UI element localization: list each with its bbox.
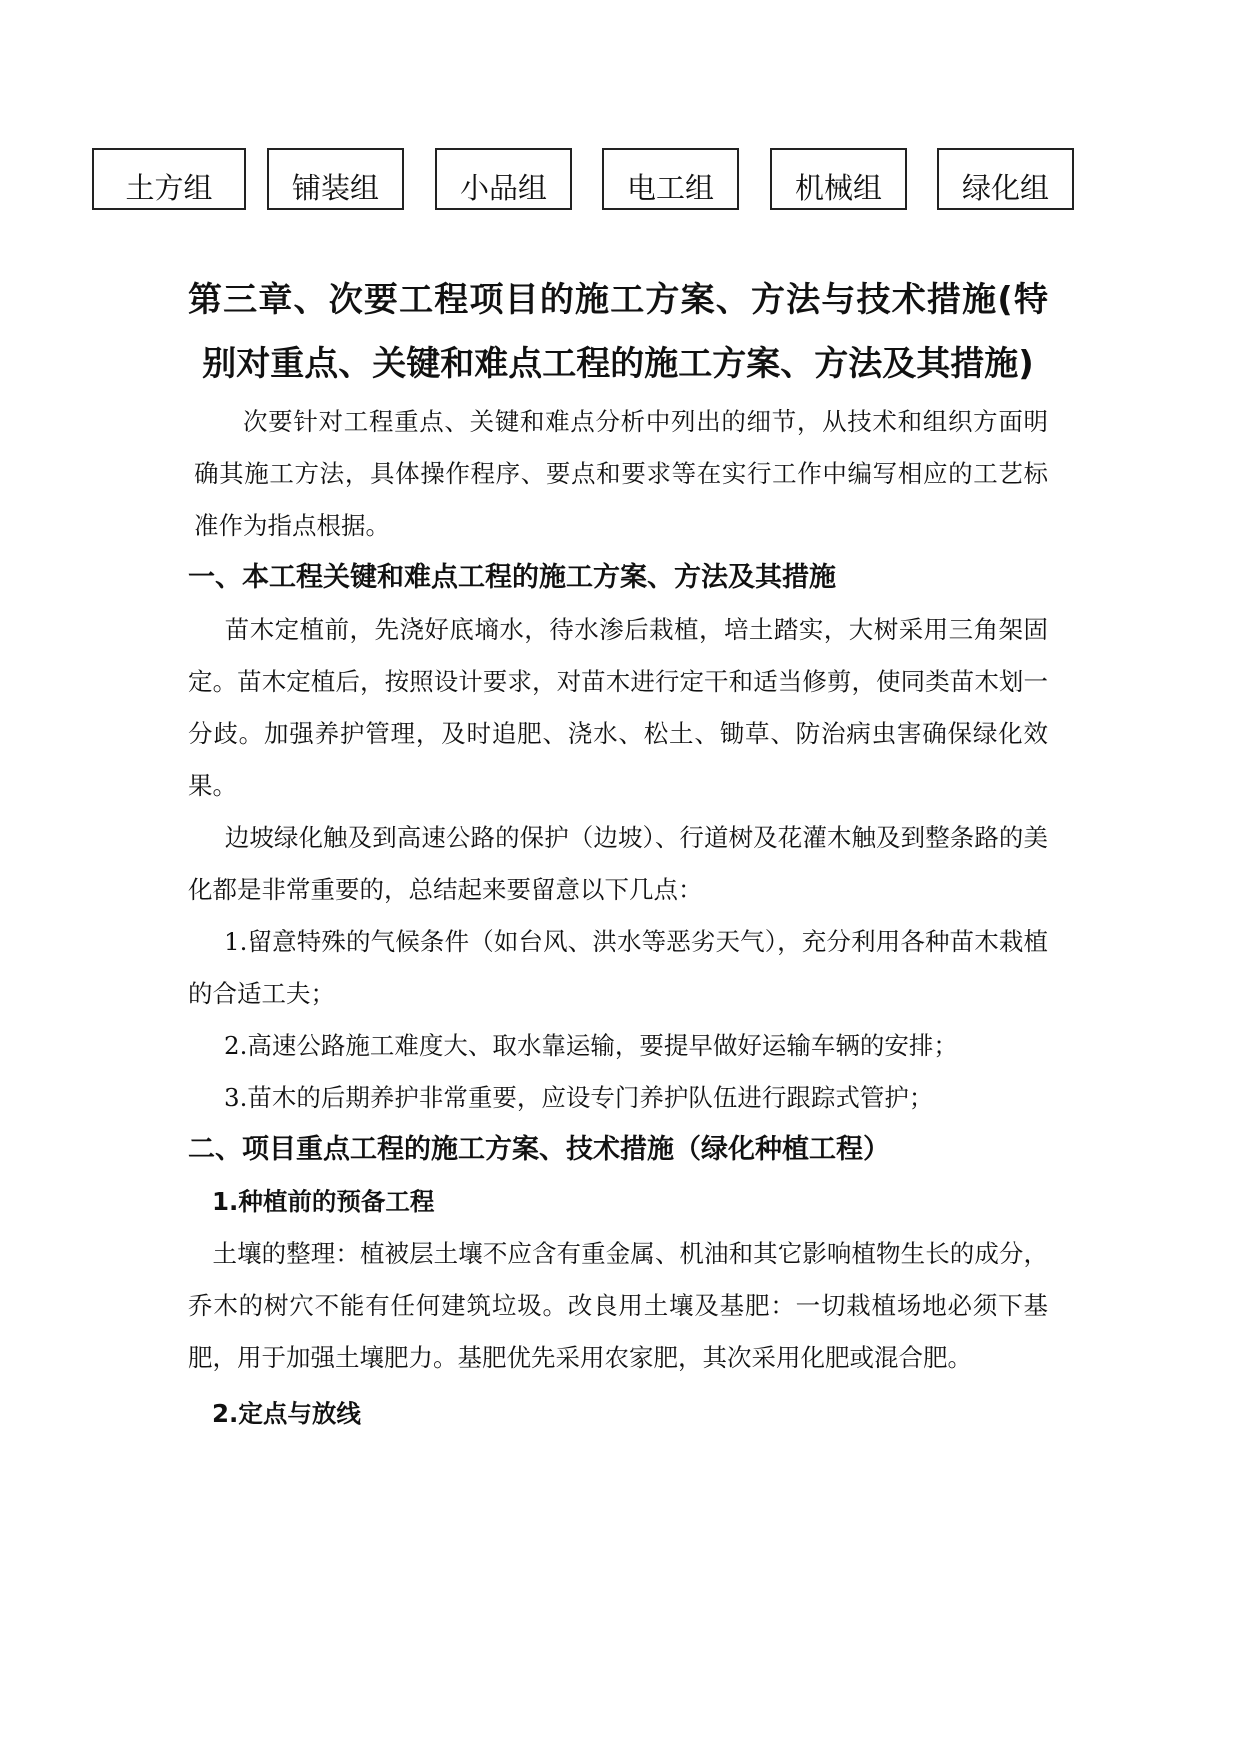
work-groups-row: [92, 148, 1202, 214]
group-box-earthwork: 土方组: [92, 148, 246, 210]
section1-list-item-2: 2.高速公路施工难度大、取水靠运输，要提早做好运输车辆的安排；: [224, 1031, 958, 1060]
group-box-features: 小品组: [435, 148, 572, 210]
section1-paragraph-1: 苗木定植前，先浇好底墒水，待水渗后栽植，培土踏实，大树采用三角架固定。苗木定植后，按照设计要求，对苗木进行定干和适当修剪，使同类苗木划一分歧。加强养护管理，及时追肥、浇水、松土、锄草、防治病虫害确保绿化效果。: [188, 615, 1048, 800]
section1-heading: 一、本工程关键和难点工程的施工方案、方法及其措施: [188, 562, 836, 593]
section1-list-item-3: 3.苗木的后期养护非常重要，应设专门养护队伍进行跟踪式管护；: [224, 1083, 934, 1112]
group-box-machinery: 机械组: [770, 148, 907, 210]
chapter-title: 第三章、次要工程项目的施工方案、方法与技术措施(特别对重点、关键和难点工程的施工方案、方法及其措施): [188, 280, 1048, 384]
subsection-2-heading: 2.定点与放线: [212, 1399, 361, 1428]
subsection-1-heading: 1.种植前的预备工程: [212, 1187, 435, 1216]
section2-heading: 二、项目重点工程的施工方案、技术措施（绿化种植工程）: [188, 1134, 890, 1165]
section1-paragraph-2: 边坡绿化触及到高速公路的保护（边坡）、行道树及花灌木触及到整条路的美化都是非常重要的，总结起来要留意以下几点：: [188, 823, 1048, 904]
group-box-greening: 绿化组: [937, 148, 1074, 210]
intro-paragraph: 次要针对工程重点、关键和难点分析中列出的细节，从技术和组织方面明确其施工方法，具体操作程序、要点和要求等在实行工作中编写相应的工艺标准作为指点根据。: [194, 407, 1048, 540]
subsection-1-paragraph: 土壤的整理：植被层土壤不应含有重金属、机油和其它影响植物生长的成分，乔木的树穴不能有任何建筑垃圾。改良用土壤及基肥：一切栽植场地必须下基肥，用于加强土壤肥力。基肥优先采用农家肥，其次采用化肥或混合肥。: [188, 1239, 1048, 1372]
group-box-paving: 铺装组: [267, 148, 404, 210]
document-body: [188, 268, 1048, 1440]
group-box-electrical: 电工组: [602, 148, 739, 210]
section1-list-item-1: 1.留意特殊的气候条件（如台风、洪水等恶劣天气），充分利用各种苗木栽植的合适工夫；: [188, 927, 1048, 1008]
